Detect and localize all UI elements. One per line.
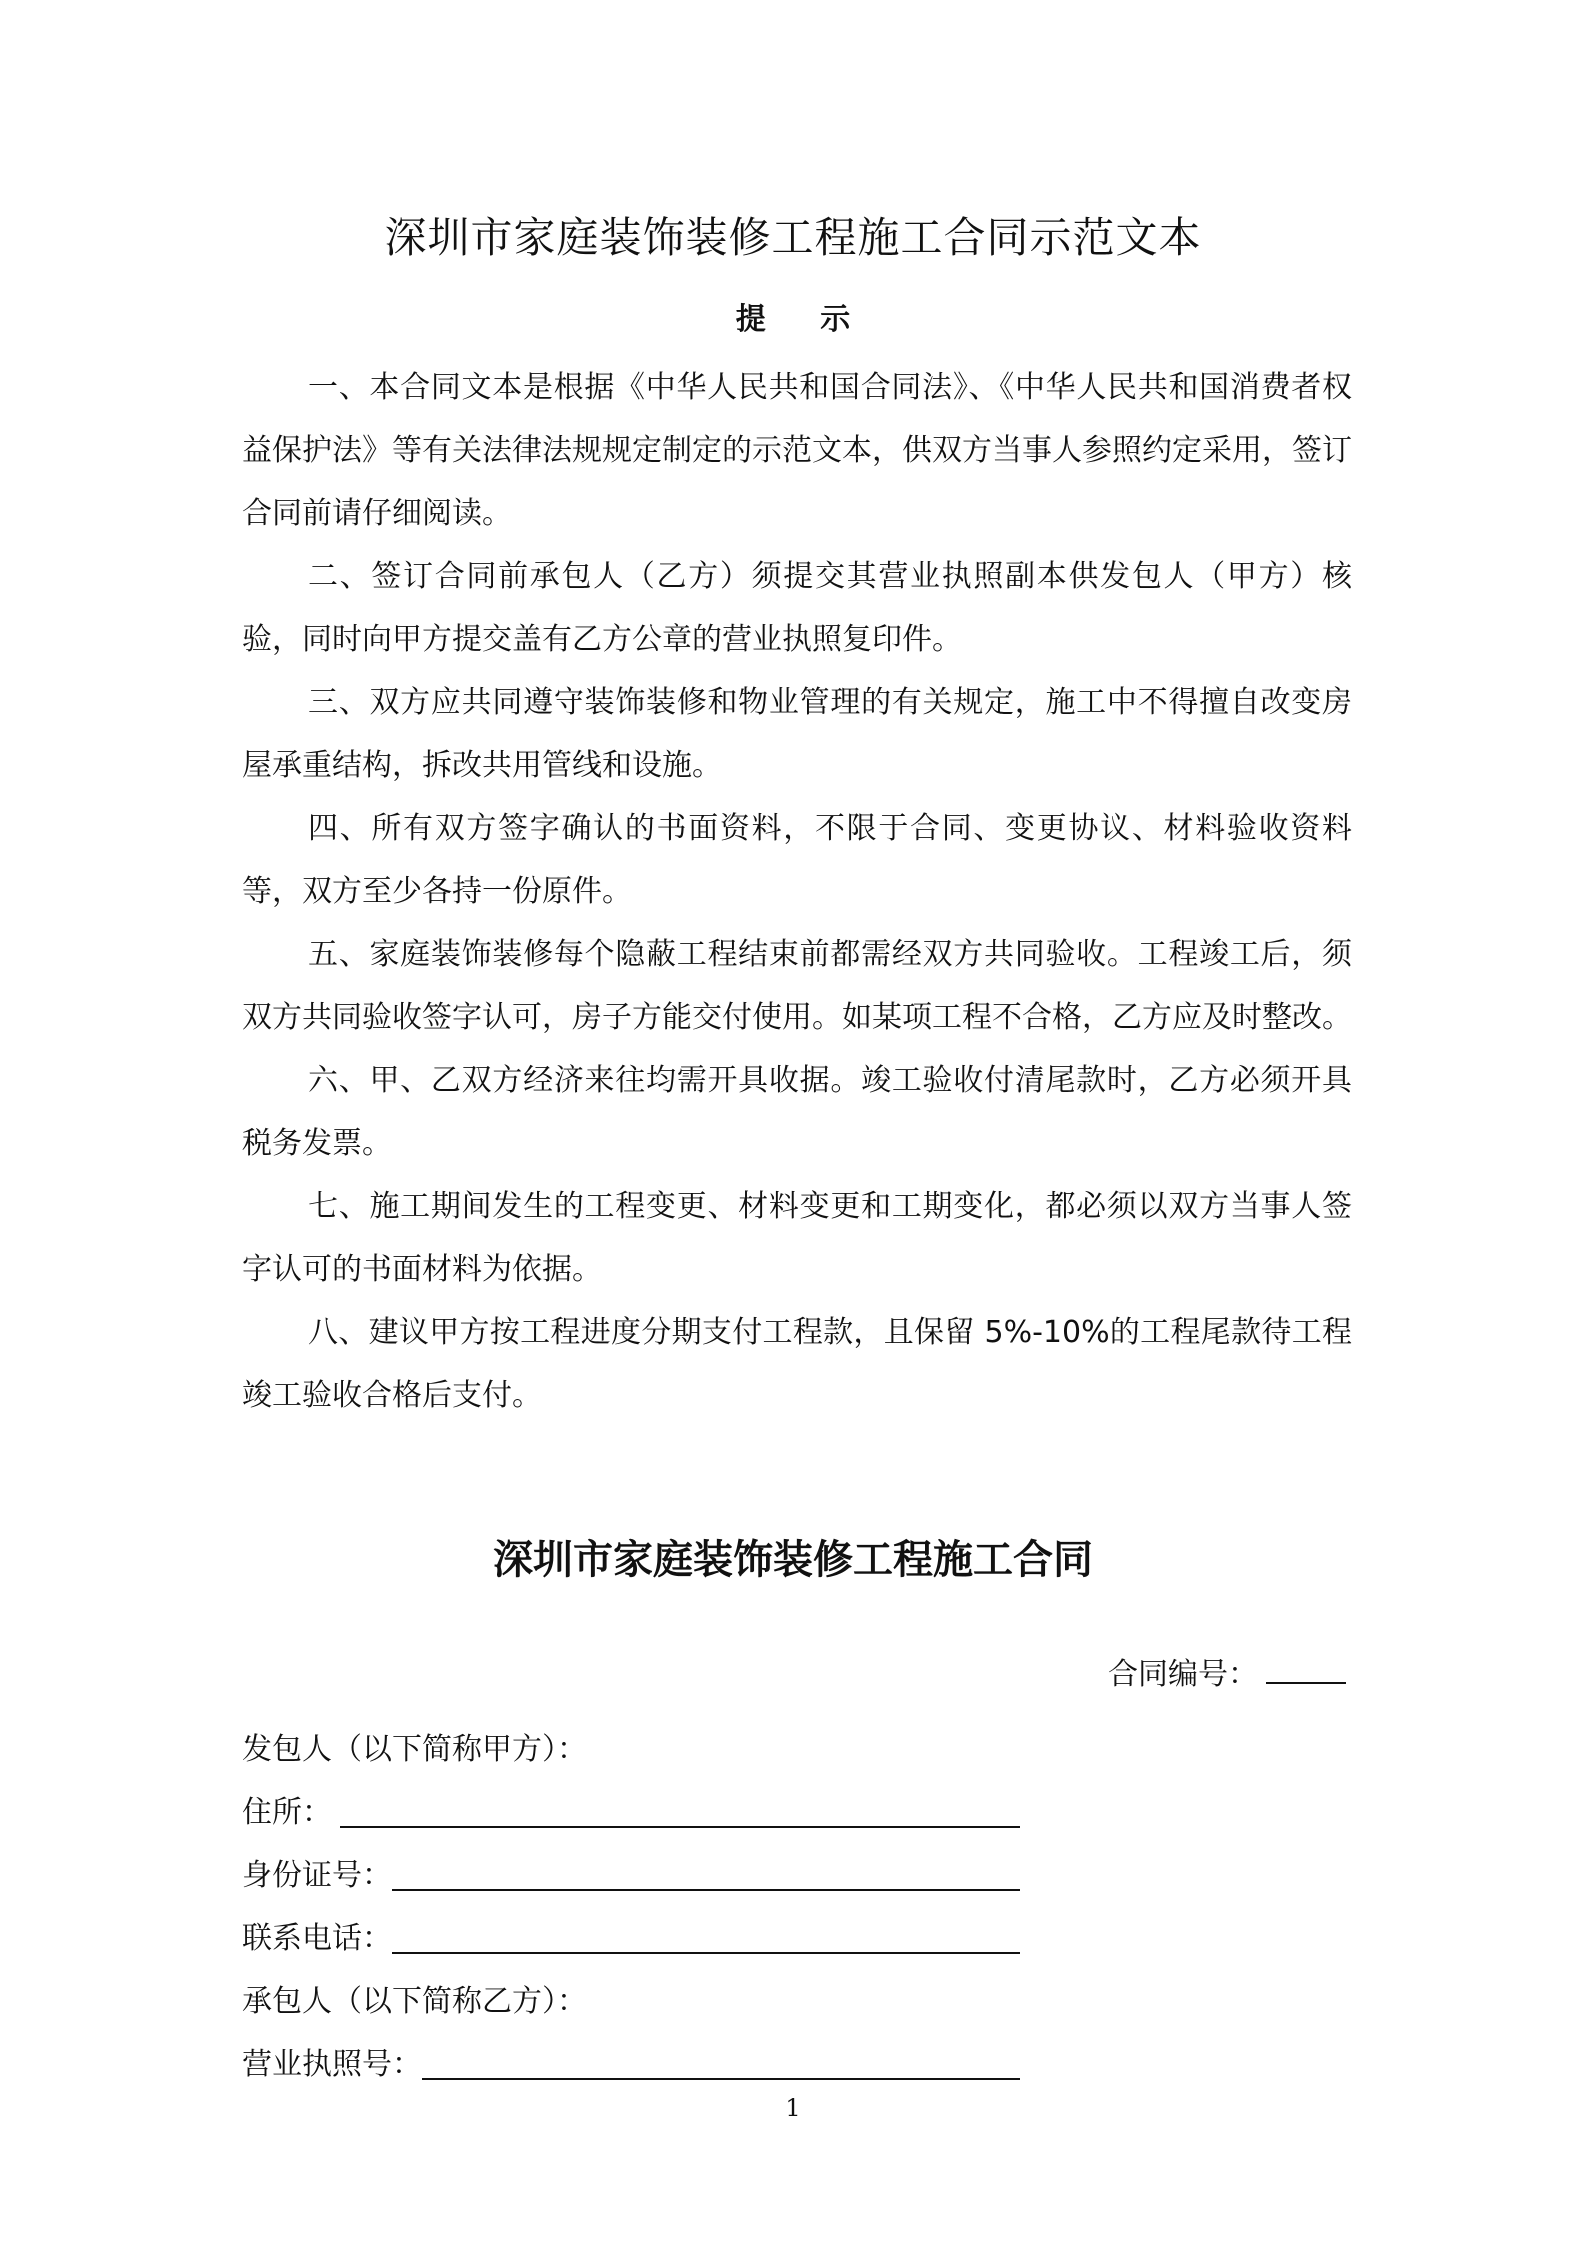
- hint-heading: 提 示: [735, 302, 873, 337]
- contract-title: 深圳市家庭装饰装修工程施工合同: [493, 1537, 1093, 1583]
- id-row: [242, 1844, 1142, 1907]
- address-row: [242, 1781, 1142, 1844]
- note-item: 七、施工期间发生的工程变更、材料变更和工期变化，都必须以双方当事人签字认可的书面材料为依据。: [242, 1189, 1352, 1287]
- id-blank[interactable]: [392, 1889, 1020, 1891]
- note-item: 六、甲、乙双方经济来往均需开具收据。竣工验收付清尾款时，乙方必须开具税务发票。: [242, 1063, 1352, 1161]
- contractor-label: 承包人（以下简称乙方）：: [242, 1984, 587, 2019]
- note-item: 四、所有双方签字确认的书面资料，不限于合同、变更协议、材料验收资料等，双方至少各持一份原件。: [242, 811, 1352, 909]
- contract-number-field: [1108, 1652, 1346, 1697]
- party-fields: [242, 1718, 1142, 2096]
- note-item: 八、建议甲方按工程进度分期支付工程款，且保留 5%-10%的工程尾款待工程竣工验收合格后支付。: [242, 1315, 1352, 1413]
- notes-list: [242, 356, 1352, 1427]
- phone-row: [242, 1907, 1142, 1970]
- page-number: 1: [785, 2094, 801, 2122]
- license-label: 营业执照号：: [242, 2047, 422, 2082]
- note-item: 一、本合同文本是根据《中华人民共和国合同法》、《中华人民共和国消费者权益保护法》等有关法律法规规定制定的示范文本，供双方当事人参照约定采用，签订合同前请仔细阅读。: [242, 370, 1352, 531]
- note-item: 五、家庭装饰装修每个隐蔽工程结束前都需经双方共同验收。工程竣工后，须双方共同验收签字认可，房子方能交付使用。如某项工程不合格，乙方应及时整改。: [242, 937, 1352, 1035]
- license-row: [242, 2033, 1142, 2096]
- employer-label: 发包人（以下简称甲方）：: [242, 1732, 587, 1767]
- phone-label: 联系电话：: [242, 1921, 392, 1956]
- document-title: 深圳市家庭装饰装修工程施工合同示范文本: [384, 213, 1202, 262]
- contractor-row: [242, 1970, 1142, 2033]
- note-item: 二、签订合同前承包人（乙方）须提交其营业执照副本供发包人（甲方）核验，同时向甲方提交盖有乙方公章的营业执照复印件。: [242, 559, 1352, 657]
- id-label: 身份证号：: [242, 1858, 392, 1893]
- contract-number-blank[interactable]: [1266, 1652, 1346, 1684]
- employer-row: [242, 1718, 1142, 1781]
- note-item: 三、双方应共同遵守装饰装修和物业管理的有关规定，施工中不得擅自改变房屋承重结构，拆改共用管线和设施。: [242, 685, 1352, 783]
- license-blank[interactable]: [422, 2078, 1020, 2080]
- address-label: 住所：: [242, 1795, 332, 1830]
- contract-number-label: 合同编号：: [1108, 1657, 1258, 1692]
- address-blank[interactable]: [340, 1826, 1020, 1828]
- phone-blank[interactable]: [392, 1952, 1020, 1954]
